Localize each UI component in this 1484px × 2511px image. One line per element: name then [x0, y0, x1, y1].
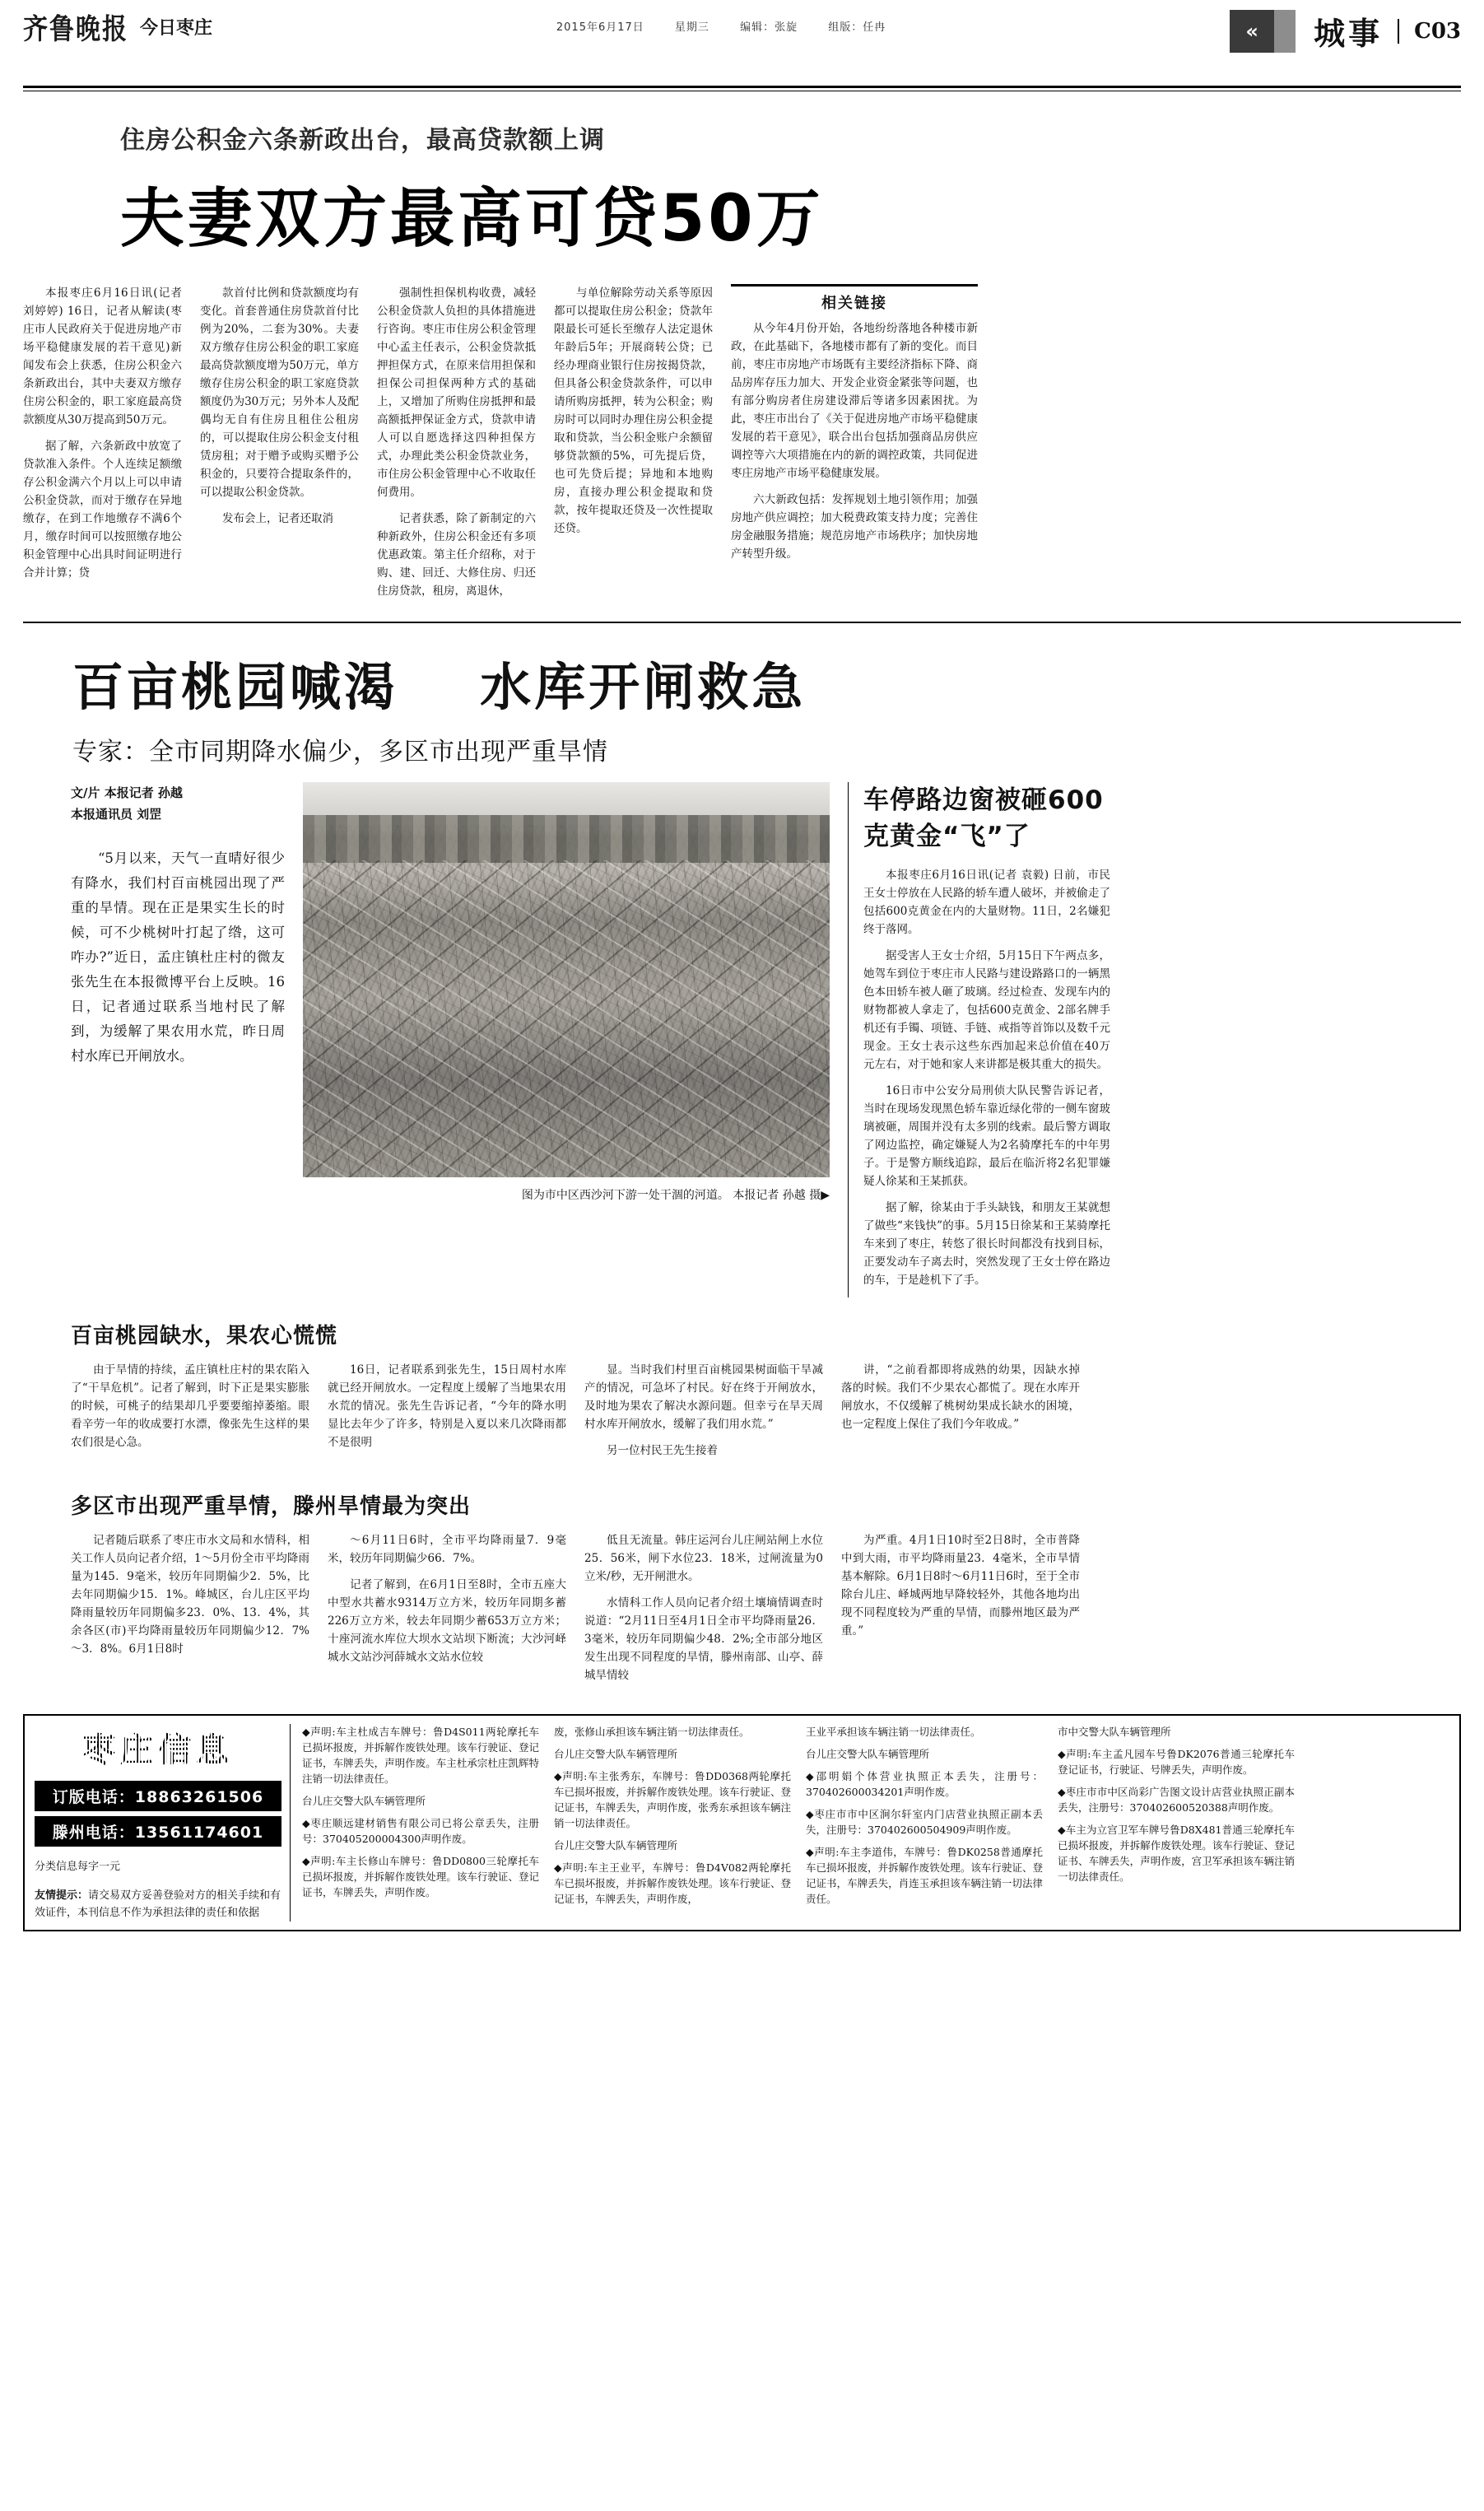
photo-treeline: [303, 815, 830, 863]
paragraph: 另一位村民王先生接着: [607, 1444, 718, 1457]
list-item: ◆枣庄市市中区涧尔轩室内门店营业执照正副本丢失，注册号：370402600504909声明作废。: [806, 1808, 1043, 1836]
paragraph: 从今年4月份开始，各地纷纷落地各种楼市新政，在此基础下，各地楼市都有了新的变化。而目前，枣庄市房地产市场既有主要经济指标下降、商品房库存压力加大、开发企业资金紧张等问题，也有部分购房者住房建设滞后等诸多因素困扰。为此，枣庄市出台了《关于促进房地产市场平稳健康发展的若干意见》，联合出台包括加强商品房供应调控等六大项措施在内的新的调控政策，共同促进枣庄房地产市场平稳健康发展。: [731, 322, 978, 480]
paragraph: 由于旱情的持续，孟庄镇杜庄村的果农陷入了“干旱危机”。记者了解到，时下正是果实膨胀的时候，可桃子的结果却几乎要要缩掉萎缩。眼看辛劳一年的收成要打水漂，像张先生这样的果农们很是心急。: [71, 1363, 309, 1449]
story2-header: [23, 646, 1461, 767]
story3-body: [863, 866, 1110, 1289]
paragraph: 据受害人王女士介绍，5月15日下午两点多，她驾车到位于枣庄市人民路与建设路路口的一辆黑色本田轿车被人砸了玻璃。经过检查、发现车内的财物都被人拿走了，包括600克黄金、2部名牌手机还有手镯、项链、手链、戒指等首饰以及数千元现金。王女士表示这些东西加起来总价值在40万元左右，对于她和家人来讲都是极其重大的损失。: [863, 949, 1110, 1071]
paragraph: 记者随后联系了枣庄市水文局和水情科，相关工作人员向记者介绍，1～5月份全市平均降雨量为145．9毫米，较历年同期偏少2．5%，比去年同期偏少15．1%。峰城区，台儿庄区平均降雨量较历年同期偏多23．0%、13．4%，其余各区(市)平均降雨量较历年同期偏少12．7%～3．8%。6月1日8时: [71, 1534, 309, 1656]
paragraph: 发布会上，记者还取消: [222, 512, 333, 525]
list-item: ◆声明:车主王业平，车牌号：鲁D4V082两轮摩托车已损坏报废，并拆解作废铁处理。该车行驶证、登记证书，车牌丢失，声明作废，: [554, 1861, 791, 1905]
list-item: 市中交警大队车辆管理所: [1058, 1726, 1171, 1738]
story2-subhead-b: 多区市出现严重旱情，滕州旱情最为突出: [71, 1494, 472, 1519]
masthead-brand: [23, 8, 213, 47]
disclaimer-title: 友情提示：: [35, 1889, 89, 1902]
list-item: ◆声明:车主孟凡园车号鲁DK2076普通三轮摩托车登记证书，行驶证、号牌丢失，声明作废。: [1058, 1748, 1295, 1776]
section-divider: [23, 622, 1461, 623]
classified-column-2: [554, 1724, 791, 1922]
story1-headline: 夫妻双方最高可贷50万: [120, 182, 824, 256]
paragraph: 16日市中公安分局刑侦大队民警告诉记者，当时在现场发现黑色轿车靠近绿化带的一侧车窗玻璃被砸，周围并没有太多别的线索。最后警方调取了网边监控，确定嫌疑人为2名骑摩托车的中年男子。于是警方顺线追踪，最后在临沂将2名犯罪嫌疑人徐某和王某抓获。: [863, 1084, 1110, 1188]
story3-headline: 车停路边窗被砸600克黄金“飞”了: [863, 785, 1104, 851]
paragraph: 本报枣庄6月16日讯(记者 袁毅) 日前，市民王女士停放在人民路的轿车遭人破坏，并被偷走了包括600克黄金在内的大量财物。11日，2名嫌犯终于落网。: [863, 869, 1110, 936]
story-drought: [23, 646, 1461, 1693]
classified-header: [35, 1724, 291, 1922]
story2-subhead-a: 百亩桃园缺水，果农心慌慌: [71, 1324, 338, 1349]
subsection-b-column-3: [584, 1531, 823, 1693]
story2-photo-block: [303, 782, 830, 1297]
issue-layout: 组版：任冉: [828, 21, 886, 34]
story2-headline: [72, 646, 1225, 720]
paragraph: 款首付比例和贷款额度均有变化。首套普通住房贷款首付比例为20%，二套为30%。夫妻双方缴存住房公积金的职工家庭最高贷款额度增为50万元，单方缴存住房公积金的职工家庭贷款额度仍为30万元；另外本人及配偶均无自有住房且租住公租房的，可以提取住房公积金支付租赁房租；对于赠予或购买赠予公积金的，只要符合提取条件的，可以提取公积金贷款。: [200, 287, 359, 499]
masthead-meta: [212, 8, 1230, 34]
list-item: 台儿庄交警大队车辆管理所: [806, 1748, 930, 1760]
list-item: 台儿庄交警大队车辆管理所: [554, 1748, 678, 1760]
paragraph: 本报枣庄6月16日讯(记者 刘婷婷) 16日，记者从解读(枣庄市人民政府关于促进房地产市场平稳健康发展的若干意见)新闻发布会上获悉，住房公积金六条新政出台，其中夫妻双方缴存住房公积金的，职工家庭最高贷款额度从30万提高到50万元。: [23, 287, 182, 426]
classified-phone-booking: 订版电话：18863261506: [35, 1781, 281, 1811]
masthead: [23, 0, 1461, 82]
classified-column-4: [1058, 1724, 1295, 1922]
paragraph: 讲，“之前看都即将成熟的幼果，因缺水掉落的时候。我们不少果农心都慌了。现在水库开闸放水，不仅缓解了桃树幼果成长缺水的困境，也一定程度上保住了我们今年收成。”: [841, 1363, 1080, 1431]
classified-rate: 分类信息每字一元: [35, 1861, 121, 1873]
paragraph: 为严重。4月1日10时至2日8时，全市普降中到大雨，市平均降雨量23．4毫米，全市旱情基本解除。6月1日8时～6月11日6时，至于全市除台儿庄、峄城两地早降较轻外，其他各地均出现不同程度较为严重的旱情，而滕州地区最为严重。”: [841, 1534, 1080, 1638]
newspaper-logo: 齐鲁晚报: [23, 12, 128, 47]
page-number: C03: [1398, 19, 1461, 44]
section-title: 城事: [1314, 15, 1384, 52]
story2-pullquote: “5月以来，天气一直晴好很少有降水，我们村百亩桃园出现了严重的旱情。现在正是果实生长的时候，可不少桃树叶打起了绺，这可咋办?”近日，孟庄镇杜庄村的微友张先生在本报微博平台上反映。16日，记者通过联系当地村民了解到，为缓解了果农用水荒，昨日周村水库已开闸放水。: [71, 850, 285, 1064]
issue-editor: 编辑：张旋: [740, 21, 798, 34]
related-links-body: [731, 319, 978, 563]
paragraph: 记者获悉，除了新制定的六种新政外，住房公积金还有多项优惠政策。第主任介绍称，对于购、建、回迁、大修住房、归还住房贷款，租房，离退休，: [377, 512, 536, 598]
drought-riverbed-photo: [303, 782, 830, 1177]
list-item: 废，张修山承担该车辆注销一切法律责任。: [554, 1726, 750, 1738]
story1-body: [23, 284, 1461, 617]
subsection-b-column-4: [841, 1531, 1080, 1693]
masthead-section-block: [1230, 8, 1461, 54]
story2-subsection-b-columns: [23, 1531, 1461, 1693]
story2-title-block: [23, 646, 1225, 767]
paragraph: 记者了解到，在6月1日至8时，全市五座大中型水共蓄水9314万立方米，较历年同期多蓄226万立方米，较去年同期少蓄653万立方米；十座河流水库位大坝水文站坝下断流；大沙河峄城水文站沙河薛城水文站水位较: [328, 1578, 566, 1664]
byline-line-1: 文/片 本报记者 孙越: [71, 785, 183, 800]
classified-title: 枣庄信息: [35, 1724, 281, 1771]
paragraph: 与单位解除劳动关系等原因都可以提取住房公积金；贷款年限最长可延长至缴存人法定退休年龄后5年；开展商转公贷；已经办理商业银行住房按揭贷款，但具备公积金贷款条件，可以申请所购房抵押，转为公积金；购房时可以同时办理住房公积金提取和贷款，当公积金账户余额留够贷款额的5%，可先提后贷，也可先贷后提；异地和本地购房，直接办理公积金提取和贷款，按年提取还贷及一次性提取还贷。: [554, 287, 713, 535]
subsection-b-column-2: [328, 1531, 566, 1693]
story2-subheadline: 专家：全市同期降水偏少，多区市出现严重旱情: [72, 738, 608, 766]
story1-column-1: [23, 284, 182, 608]
list-item: 王业平承担该车辆注销一切法律责任。: [806, 1726, 981, 1738]
photo-cracked-earth: [303, 860, 830, 1177]
subsection-a-column-2: [328, 1361, 566, 1468]
disclaimer-text: 请交易双方妥善登验对方的相关手续和有效证件，本刊信息不作为承担法律的责任和依据: [35, 1889, 281, 1919]
masthead-rule: [23, 86, 1461, 88]
paragraph: 水情科工作人员向记者介绍土壤墒情调查时说道：“2月11日至4月1日全市平均降雨量26．3毫米，较历年同期偏少48．2%;全市部分地区发生出现不同程度的旱情，滕州南部、山亭、薛城旱情较: [584, 1596, 823, 1682]
story2-main: [23, 782, 1461, 1297]
story-gold-theft: [848, 782, 1110, 1297]
paragraph: 低且无流量。韩庄运河台儿庄闸站闸上水位25．56米，闸下水位23．18米，过闸流量为0立米/秒，无开闸泄水。: [584, 1534, 823, 1583]
paragraph: 16日，记者联系到张先生，15日周村水库就已经开闸放水。一定程度上缓解了当地果农用水荒的情况。张先生告诉记者，“今年的降水明显比去年少了许多，特别是入夏以来几次降雨都不是很明: [328, 1363, 566, 1449]
related-links-box: [731, 284, 978, 608]
subsection-a-column-1: [71, 1361, 309, 1468]
byline-line-2: 本报通讯员 刘罡: [71, 807, 162, 822]
newspaper-edition: 今日枣庄: [140, 16, 213, 39]
classified-column-1: [302, 1724, 539, 1922]
list-item: ◆声明:车主李道伟，车牌号：鲁DK0258普通摩托车已损坏报废，并拆解作废铁处理。该车行驶证、登记证书，车牌丢失，肖连玉承担该车辆注销一切法律责任。: [806, 1846, 1043, 1905]
related-links-title: 相关链接: [821, 295, 887, 312]
list-item: ◆车主为立宫卫军车牌号鲁D8X481普通三轮摩托车已损坏报废，并拆解作废铁处理。该车行驶证、登记证书、车牌丢失，声明作废，宫卫军承担该车辆注销一切法律责任。: [1058, 1824, 1295, 1883]
subsection-a-column-4: [841, 1361, 1080, 1468]
subsection-a-column-3: [584, 1361, 823, 1468]
issue-date: 2015年6月17日: [556, 21, 644, 34]
paragraph: 显。当时我们村里百亩桃园果树面临干旱减产的情况，可急坏了村民。好在终于开闸放水，及时地为果农了解决水源问题。但幸亏在旱天周村水库开闸放水，缓解了我们用水荒。”: [584, 1363, 823, 1431]
masthead-accent-bar: [1274, 10, 1296, 53]
photo-caption: 图为市中区西沙河下游一处干涸的河道。 本报记者 孙越 摄▶: [521, 1189, 830, 1202]
paragraph: 据了解，徐某由于手头缺钱，和朋友王某就想了做些“来钱快”的事。5月15日徐某和王某骑摩托车来到了枣庄，转悠了很长时间都没有找到目标，正要发动车子离去时，突然发现了王女士停在路边的车，于是趁机下了手。: [863, 1201, 1110, 1287]
paragraph: 六大新政包括：发挥规划土地引领作用；加强房地产供应调控；加大税费政策支持力度；完善住房金融服务措施；规范房地产市场秩序；加快房地产转型升级。: [731, 493, 978, 561]
story1-column-2: [200, 284, 359, 608]
story2-byline: [71, 782, 285, 825]
list-item: ◆枣庄顺远建材销售有限公司已将公章丢失，注册号：370405200004300声明作废。: [302, 1817, 539, 1845]
story1-column-4: [554, 284, 713, 608]
story1-column-3: [377, 284, 536, 608]
double-chevron-left-icon: «: [1230, 10, 1274, 53]
issue-weekday: 星期三: [674, 21, 709, 34]
list-item: ◆枣庄市市中区尚彩广告图文设计店营业执照正副本丢失，注册号：370402600520388声明作废。: [1058, 1786, 1295, 1814]
classified-phone-tengzhou: 滕州电话：13561174601: [35, 1816, 281, 1847]
classified-column-3: [806, 1724, 1043, 1922]
list-item: ◆声明:车主张秀东，车牌号：鲁DD0368两轮摩托车已损坏报废，并拆解作废铁处理。该车行驶证、登记证书，车牌丢失，声明作废，张秀东承担该车辆注销一切法律责任。: [554, 1770, 791, 1829]
list-item: 台儿庄交警大队车辆管理所: [302, 1795, 426, 1807]
list-item: ◆声明:车主长修山车牌号：鲁DD0800三轮摩托车已损坏报废，并拆解作废铁处理。该车行驶证、登记证书，车牌丢失，声明作废。: [302, 1855, 539, 1898]
paragraph: ～6月11日6时，全市平均降雨量7．9毫米，较历年同期偏少66．7%。: [328, 1534, 566, 1565]
paragraph: 强制性担保机构收费，减轻公积金贷款人负担的具体措施进行咨询。枣庄市住房公积金管理中心孟主任表示，公积金贷款抵押担保方式，在原来信用担保和担保公司担保两种方式的基础上，又增加了所购住房抵押和最高额抵押保证金方式，贷款申请人可以自愿选择这四种担保方式，办理此类公积金贷款业务，市住房公积金管理中心不收取任何费用。: [377, 287, 536, 499]
list-item: ◆邵明娟个体营业执照正本丢失，注册号：370402600034201声明作废。: [806, 1770, 1043, 1798]
paragraph: 据了解，六条新政中放宽了贷款准入条件。个人连续足额缴存公积金满六个月以上可以申请公积金贷款，而对于缴存在异地缴存，在到工作地缴存不满6个月，缴存时间可以按照缴存地公积金管理中心出具时间证明进行合并计算；贷: [23, 440, 182, 580]
list-item: 台儿庄交警大队车辆管理所: [554, 1839, 678, 1852]
classified-columns: [302, 1724, 1449, 1922]
story2-headline-part-a: 百亩桃园喊渴: [72, 657, 399, 717]
classified-ads-block: [23, 1714, 1461, 1931]
story-housing-fund-header: [23, 119, 1461, 259]
story2-left-column: [23, 782, 285, 1297]
story2-headline-part-b: 水库开闸救急: [480, 657, 807, 717]
story1-kicker: 住房公积金六条新政出台，最高贷款额上调: [120, 126, 605, 155]
list-item: ◆声明:车主杜成吉车牌号：鲁D4S011两轮摩托车已损坏报废，并拆解作废铁处理。该车行驶证、登记证书，车牌丢失，声明作废。车主杜承宗杜庄凯辉特注销一切法律责任。: [302, 1726, 539, 1785]
subsection-b-column-1: [71, 1531, 309, 1693]
story2-subsection-a-columns: [23, 1361, 1461, 1468]
classified-disclaimer: [35, 1887, 281, 1922]
